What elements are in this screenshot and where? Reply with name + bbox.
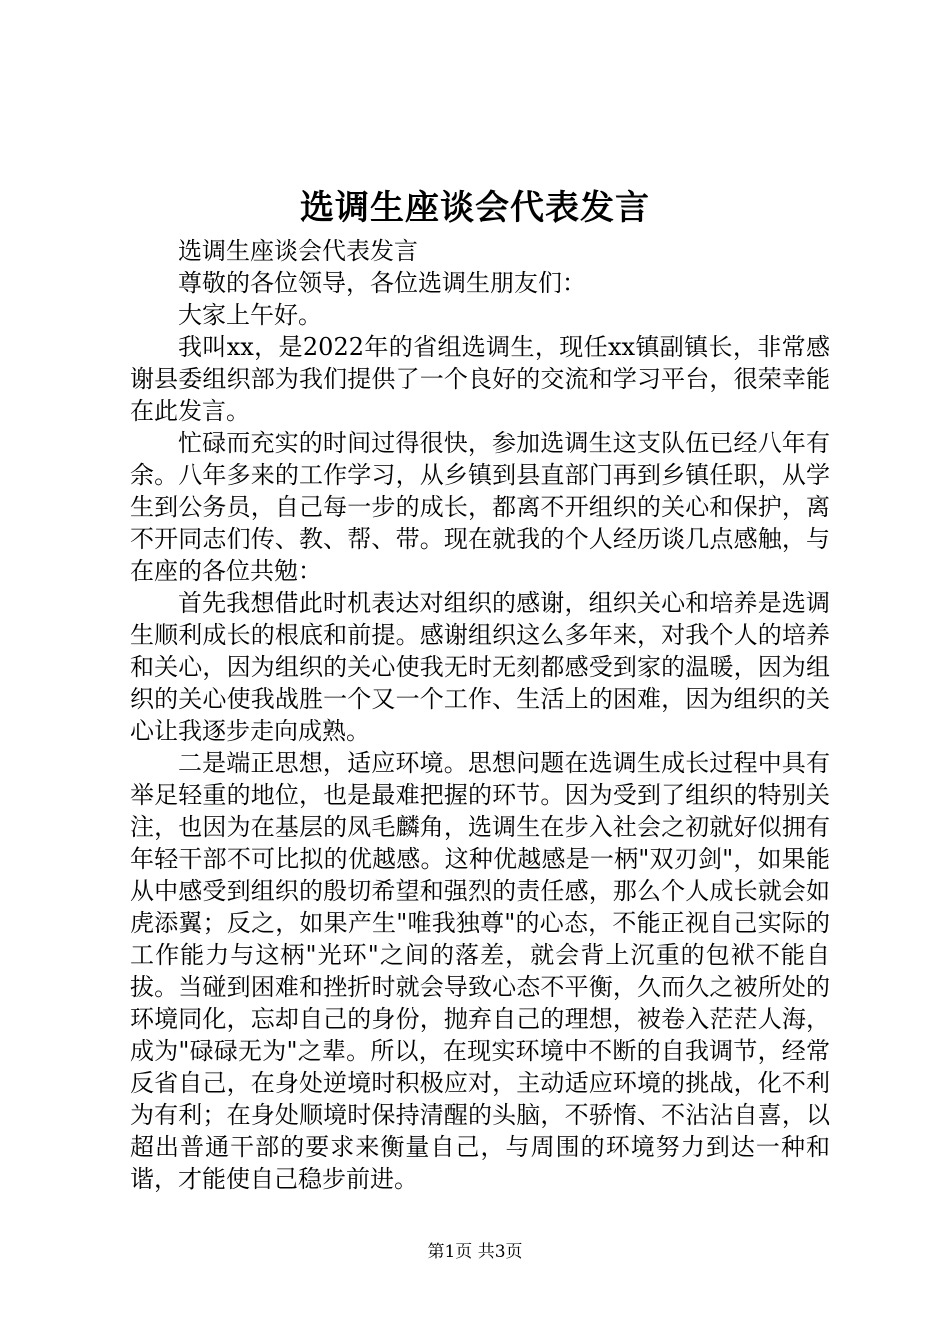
paragraph-mindset: 二是端正思想，适应环境。思想问题在选调生成长过程中具有举足轻重的地位，也是最难把握的环节。因为受到了组织的特别关注，也因为在基层的凤毛麟角，选调生在步入社会之初就好似拥有年轻干部不可比拟的优越感。这种优越感是一柄"双刃剑"，如果能从中感受到组织的殷切希望和强烈的责任感，那么个人成长就会如虎添翼；反之，如果产生"唯我独尊"的心态，不能正视自己实际的工作能力与这柄"光环"之间的落差，就会背上沉重的包袱不能自拔。当碰到困难和挫折时就会导致心态不平衡，久而久之被所处的环境同化，忘却自己的身份，抛弃自己的理想，被卷入茫茫人海，成为"碌碌无为"之辈。所以，在现实环境中不断的自我调节，经常反省自己，在身处逆境时积极应对，主动适应环境的挑战，化不利为有利；在身处顺境时保持清醒的头脑，不骄惰、不沾沾自喜，以超出普通干部的要求来衡量自己，与周围的环境努力到达一种和谐，才能使自己稳步前进。 (130, 749, 830, 1193)
paragraph-heading: 选调生座谈会代表发言 (178, 237, 418, 265)
paragraph-introduction: 我叫xx，是2022年的省组选调生，现任xx镇副镇长，非常感谢县委组织部为我们提供了一个良好的交流和学习平台，很荣幸能在此发言。 (130, 333, 830, 425)
paragraph-gratitude: 首先我想借此时机表达对组织的感谢，组织关心和培养是选调生顺利成长的根底和前提。感谢组织这么多年来，对我个人的培养和关心，因为组织的关心使我无时无刻都感受到家的温暖，因为组织的关心使我战胜一个又一个工作、生活上的困难，因为组织的关心让我逐步走向成熟。 (130, 589, 830, 745)
document-title: 选调生座谈会代表发言 (300, 188, 650, 228)
paragraph-experience: 忙碌而充实的时间过得很快，参加选调生这支队伍已经八年有余。八年多来的工作学习，从乡镇到县直部门再到乡镇任职，从学生到公务员，自己每一步的成长，都离不开组织的关心和保护，离不开同志们传、教、帮、带。现在就我的个人经历谈几点感触，与在座的各位共勉： (130, 429, 830, 585)
document-body (130, 235, 830, 1195)
paragraph-salutation: 尊敬的各位领导，各位选调生朋友们： (178, 269, 586, 297)
paragraph-greeting: 大家上午好。 (178, 301, 322, 329)
page-footer: 第1页 共3页 (427, 1242, 523, 1262)
